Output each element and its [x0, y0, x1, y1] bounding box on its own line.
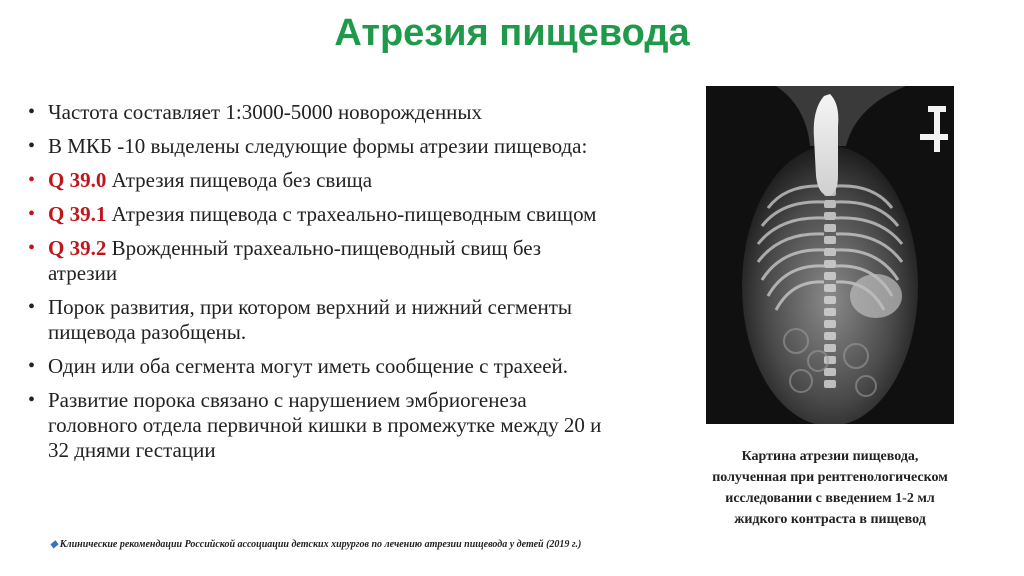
bullet-icon: •: [28, 169, 36, 191]
bullet-text: В МКБ -10 выделены следующие формы атрезии пищевода:: [48, 134, 588, 158]
footnote: [50, 538, 630, 552]
bullet-icon: •: [28, 355, 36, 377]
bullet-text: Врожденный трахеально-пищеводный свищ без атрезии: [48, 236, 542, 285]
bullet-text: Атрезия пищевода без свища: [106, 168, 373, 192]
bullet-text: Развитие порока связано с нарушением эмбриогенеза головного отдела первичной кишки в промежутке между 20 и 32 днями гестации: [48, 388, 602, 462]
bullet-icon: •: [28, 203, 36, 225]
bullet-list: [26, 100, 606, 472]
bullet-icon: •: [28, 237, 36, 259]
bullet-text: Один или оба сегмента могут иметь сообщение с трахеей.: [48, 354, 569, 378]
image-caption: Картина атрезии пищевода, полученная при рентгенологическом исследовании с введением 1-2 мл жидкого контраста в пищевод: [712, 449, 948, 527]
icd-code: Q 39.0: [48, 168, 107, 192]
bullet-text: Частота составляет 1:3000-5000 новорожденных: [48, 100, 483, 124]
icd-code: Q 39.1: [48, 202, 107, 226]
bullet-icon: •: [28, 135, 36, 157]
bullet-item: [26, 236, 606, 286]
bullet-item: [26, 202, 606, 227]
bullet-text: Порок развития, при котором верхний и нижний сегменты пищевода разобщены.: [48, 295, 572, 344]
bullet-icon: •: [28, 389, 36, 411]
bullet-item: [26, 134, 606, 159]
bullet-text: Атрезия пищевода с трахеально-пищеводным свищом: [106, 202, 597, 226]
slide-title: Атрезия пищевода: [334, 12, 690, 54]
bullet-icon: •: [28, 296, 36, 318]
xray-image: [706, 86, 954, 424]
bullet-item: [26, 100, 606, 125]
bullet-item: [26, 388, 606, 463]
xray-illustration: [706, 86, 954, 424]
bullet-item: [26, 295, 606, 345]
citation-icon: ◆: [50, 539, 58, 550]
bullet-item: [26, 168, 606, 193]
footnote-text: Клинические рекомендации Российской ассоциации детских хирургов по лечению атрезии пищевода у детей (2019 г.): [59, 539, 582, 550]
bullet-icon: •: [28, 101, 36, 123]
bullet-item: [26, 354, 606, 379]
icd-code: Q 39.2: [48, 236, 107, 260]
